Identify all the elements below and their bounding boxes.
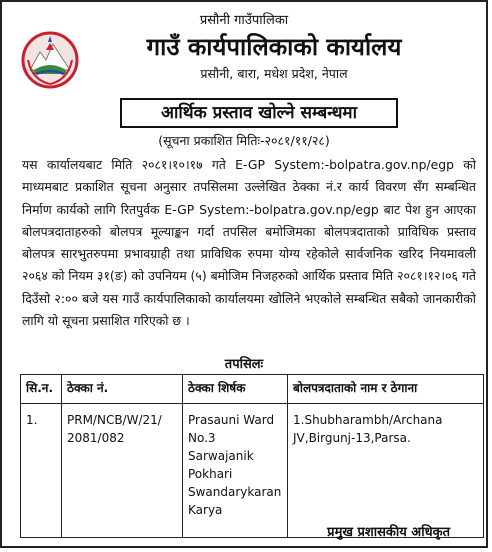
office-address: प्रसौनी, बारा, मधेश प्रदेश, नेपाल — [200, 66, 348, 81]
cell-sn: 1. — [21, 404, 62, 538]
cell-contract-no: PRM/NCB/W/21/ 2081/082 — [62, 404, 183, 538]
bidders-table — [20, 374, 484, 538]
signatory-title: प्रमुख प्रशासकीय अधिकृत — [327, 525, 450, 540]
cell-title: Prasauni Ward No.3 Sarwajanik Pokhari Swandarykaran Karya — [183, 404, 288, 538]
notice-body: यस कार्यालयबाट मिति २०८१।१०।१७ गते E-GP System:-bolpatra.gov.np/egp को माध्यमबाट प्रकाशित सूचना अनुसार तपसिलमा उल्लेखित ठेक्का नं.र कार्य विवरण सँग सम्बन्धित निर्माण कार्यको लागि रितपुर्वक E-GP System:-bolpatra.gov.np/egp बाट पेश हुन आएका बोलपत्रदाताहरुको बोलपत्र मूल्याङ्कन गर्दा तपसिल बमोजिमका बोलपत्रदाताको प्राविधिक प्रस्ताव बोलपत्र सारभुतरुपमा प्रभावग्राही तथा प्राविधिक रुपमा योग्य रहेकोले सार्वजनिक खरिद नियमावली २०६४ को नियम ३१(ङ) को उपनियम (५) बमोजिम निजहरुको आर्थिक प्रस्ताव मिति २०८१।१२।०६ गते दिउँसो २:०० बजे यस गाउँ कार्यपालिकाको कार्यालयमा खोलिने भएकोले सम्बन्धित सबैको जानकारीको लागि यो सूचना प्रसाशित गरिएको छ । — [22, 157, 476, 329]
table-header-row — [21, 375, 484, 404]
cell-bidder: 1.Shubharambh/Archana JV,Birgunj-13,Parsa. — [288, 404, 484, 538]
municipality-name: प्रसौनी गाउँपालिका — [199, 13, 289, 28]
publication-date: (सूचना प्रकाशित मितिः-२०८१/११/२८) — [158, 133, 330, 148]
col-header-bidder: बोलपत्रदाताको नाम र ठेगाना — [288, 375, 484, 404]
notice-subject: आर्थिक प्रस्ताव खोल्ने सम्बन्धमा — [120, 98, 398, 128]
details-heading: तपसिलः — [224, 357, 264, 372]
office-title: गाउँ कार्यपालिकाको कार्यालय — [146, 33, 402, 61]
col-header-title: ठेक्का शिर्षक — [183, 375, 288, 404]
table-row — [21, 404, 484, 538]
col-header-contract-no: ठेक्का नं. — [62, 375, 183, 404]
col-header-sn: सि.न. — [21, 375, 62, 404]
